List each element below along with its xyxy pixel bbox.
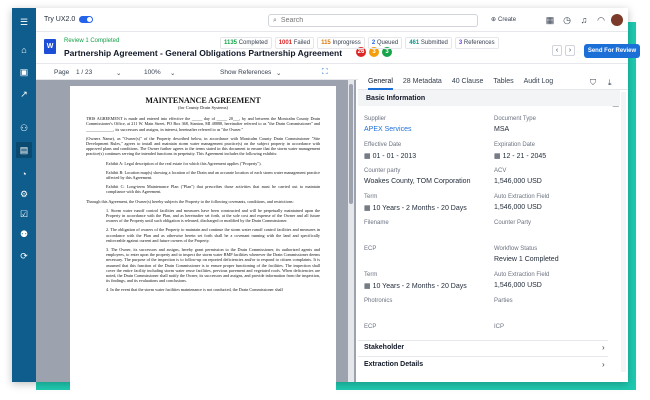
prev-document-button[interactable] (552, 45, 562, 56)
notification-bell-icon[interactable]: ♫ (580, 15, 588, 25)
dashboard-icon[interactable]: ◔ (21, 169, 27, 179)
document-exhibit: Exhibit B: Location map(s) showing a location of the Drain and an accurate location of each storm water management practice affected by this Agreement. (106, 169, 320, 181)
field-label-icp: ICP (494, 324, 505, 330)
field-label-workflow-status: Workflow Status (494, 246, 538, 252)
page-down-icon[interactable]: ⌄ (116, 70, 122, 77)
divider (358, 356, 608, 357)
zoom-select[interactable]: 100% (144, 69, 161, 76)
history-icon[interactable]: ◷ (563, 14, 571, 25)
document-clause: 3. The Owner, its successors and assigns, hereby grant permission to the Drain Commissioner, its authorized agents and employees, to enter upon the property and to inspect the storm water BMP facilities whenever the Drain Commissioner deems necessary. The purpose of the inspection is to follow-up on reported deficiencies and/or to respond to citizen complaints. It is assumed that this function of the Drain Commissioner is to ensure proper functioning of the facilities. The inspection shall cover the entire facility including storm water reuse facilities, pervious pavement and vegetated roofs. When deficiencies are noted, the Drain Commissioner shall notify the Owner, its successors and assigns, and provide information from the inspection, its findings, and its evaluations and conclusions. (106, 247, 320, 284)
avatar[interactable] (611, 14, 623, 26)
field-label-counter-party: Counter party (364, 168, 401, 174)
field-label-acv: ACV (494, 168, 507, 174)
show-references-select[interactable]: Show References (220, 69, 272, 76)
review-status: Review 1 Completed (64, 38, 120, 44)
document-clause: 2. The obligation of owners of the Property to maintain and continue the storm water runoff control facilities and measures in accordance with the Plan and as otherwise herein set forth shall be a covenant running with the land and specifically enforceable against current and future owners of the Property. (106, 227, 320, 243)
status-stats (220, 37, 499, 49)
field-label-expiration-date: Expiration Date (494, 142, 536, 148)
field-label-filename: Filename (364, 220, 389, 226)
field-label-parties: Parties (494, 298, 513, 304)
references-dropdown-icon[interactable]: ⌄ (276, 70, 282, 77)
stat-completed[interactable]: 1135 Completed (220, 37, 272, 49)
calendar-icon: ▦ (364, 153, 371, 160)
document-subtitle: (for County Drain Systems) (177, 105, 229, 110)
search-icon: ⌕ (273, 16, 277, 24)
field-label-effective-date: Effective Date (364, 142, 402, 148)
try-ux-label: Try UX2.0 (44, 16, 76, 23)
document-page (70, 86, 336, 396)
page-label: Page (54, 69, 70, 76)
panel-scrollbar[interactable] (621, 92, 626, 372)
document-exhibit: Exhibit A: Legal description of the real estate for which this Agreement applies ("Property"). (106, 160, 262, 166)
document-icon[interactable]: ▤ (16, 142, 32, 158)
calendar-icon: ▦ (364, 205, 371, 212)
integration-icon[interactable]: ⟳ (20, 250, 28, 261)
document-exhibit: Exhibit C: Long-term Maintenance Plan ("Plan") that prescribes those activities that must be carried out to maintain compliance with this Agreement. (106, 184, 320, 195)
field-label-document-type: Document Type (494, 116, 536, 122)
field-value-document-type: MSA (494, 126, 510, 133)
field-label-supplier: Supplier (364, 116, 387, 122)
field-label-auto-extraction: Auto Extraction Field (494, 194, 550, 200)
tab-audit-log[interactable]: Audit Log (523, 78, 554, 85)
divider (358, 340, 608, 341)
plus-circle-icon: ⊕ (491, 17, 497, 23)
page-title: Partnership Agreement - General Obligations Partnership Agreement (64, 48, 343, 58)
tab-clause[interactable]: 40 Clause (451, 78, 484, 85)
top-bar (36, 8, 628, 32)
search-box[interactable] (268, 14, 478, 27)
page-number-input[interactable]: 1 / 23 (76, 69, 93, 76)
tab-general[interactable]: General (368, 76, 393, 90)
document-header (36, 32, 637, 64)
fit-screen-icon[interactable]: ⛶ (322, 67, 328, 76)
error-count-badge[interactable]: 26 (357, 49, 365, 55)
document-paragraph: (Owners Name), as "Owner(s)" of the Property described below, in accordance with Montcalm County Drain Commissioner "Site Development Rules," agrees to install and maintain storm water management practice(s) on the subject property in accordance with approved plans and conditions. The Owner further agrees to the terms stated in this document to ensure that the storm water management practice(s) continues serving the intended functions in perpetuity. This Agreement includes the following exhibits: (86, 135, 320, 157)
document-paragraph: Through this Agreement, the Owner(s) hereby subjects the Property to the following covenants, conditions, and restrictions: (86, 198, 294, 204)
document-paragraph: THIS AGREEMENT is made and entered into effective the _____ day of _____ 20___, by and between the Montcalm County Drain Commissioner's Office, at 211 W. Main Street, PO Box 368, Stanton, MI 48888, hereinafter referred to as "the Drain Commissioner" and _____________, its successors and assigns, in interest, hereinafter referred to as "the Owner." (86, 116, 320, 132)
field-value-workflow-status: Review 1 Completed (494, 256, 559, 263)
stat-submitted[interactable]: 461 Submitted (405, 37, 452, 49)
home-icon[interactable]: ⌂ (21, 45, 27, 55)
field-label-term-2: Term (364, 272, 378, 278)
field-value-term-2[interactable]: ▦ 10 Years - 2 Months - 20 Days (364, 283, 467, 290)
settings-icon[interactable]: ⚙ (19, 188, 29, 199)
filter-icon[interactable]: ⛉ (590, 78, 596, 87)
viewer-scrollbar[interactable] (348, 80, 354, 382)
field-value-expiration-date[interactable]: ▦ 12 - 21 - 2045 (494, 153, 547, 160)
word-doc-icon: W (44, 39, 56, 54)
next-document-button[interactable] (565, 45, 575, 56)
chevron-left-icon: ‹ (555, 47, 559, 54)
field-value-counter-party: Woakes County, TOM Corporation (364, 178, 471, 185)
tab-metadata[interactable]: 28 Metadata (402, 78, 442, 85)
image-icon[interactable]: ▣ (19, 66, 29, 77)
document-clause: 1. Storm water runoff control facilities and measures have been constructed and will be perpetually maintained upon the Property in accordance with the Plan, and as hereinafter set forth, at the sole cost and expense of the Owner and all future owners of the Property until such obligation is released, discharged or modified by the Drain Commissioner. (106, 207, 320, 224)
extraction-details-accordion[interactable]: Extraction Details (364, 361, 424, 368)
field-value-acv: 1,546,000 USD (494, 178, 542, 185)
sidebar (12, 8, 36, 382)
chevron-right-icon[interactable]: › (602, 360, 605, 369)
field-label-ecp: ECP (364, 246, 377, 252)
search-input[interactable] (281, 17, 461, 24)
field-label-photronics: Photronics (364, 298, 393, 304)
calendar-icon: ▦ (494, 153, 501, 160)
stat-failed[interactable]: 1001 Failed (275, 37, 314, 49)
field-value-auto-extraction: 1,546,000 USD (494, 204, 542, 211)
field-label-counter-party-2: Counter Party (494, 220, 532, 226)
stat-inprogress[interactable]: 115 Inprogress (317, 37, 365, 49)
stat-references[interactable]: 3 References (455, 37, 499, 49)
field-label-term: Term (364, 194, 378, 200)
users-icon[interactable]: ⚇ (19, 122, 29, 133)
create-label: Create (498, 16, 517, 23)
field-label-ecp-2: ECP (364, 324, 377, 330)
try-ux-toggle-group (44, 16, 93, 23)
basic-information-header[interactable]: Basic Information (358, 90, 620, 106)
field-value-term[interactable]: ▦ 10 Years - 2 Months - 20 Days (364, 205, 467, 212)
download-icon[interactable]: ⤓ (608, 78, 612, 87)
chevron-right-icon[interactable]: › (602, 343, 605, 352)
field-value-effective-date[interactable]: ▦ 01 - 01 - 2013 (364, 153, 417, 160)
document-title: MAINTENANCE AGREEMENT (145, 96, 261, 105)
document-viewer[interactable] (36, 80, 356, 382)
success-count-badge[interactable]: 3 (382, 47, 392, 57)
people-icon[interactable]: ⚉ (19, 228, 29, 239)
field-value-auto-extraction-2: 1,546,000 USD (494, 282, 542, 289)
speed-icon[interactable]: ◠ (597, 14, 605, 25)
chevron-right-icon: › (568, 47, 572, 54)
chart-icon[interactable]: ↗ (20, 88, 28, 99)
field-value-supplier[interactable]: APEX Services (364, 126, 412, 133)
tasks-icon[interactable]: ☑ (19, 208, 29, 219)
panel-tabs (358, 76, 628, 90)
calendar-icon[interactable]: ▦ (545, 14, 555, 25)
app-window (12, 8, 637, 382)
menu-icon[interactable]: ☰ (19, 16, 29, 27)
calendar-icon: ▦ (364, 283, 371, 290)
stat-queued[interactable]: 2 Queued (368, 37, 402, 49)
stakeholder-accordion[interactable]: Stakeholder (364, 344, 405, 351)
field-label-auto-extraction-2: Auto Extraction Field (494, 272, 550, 278)
tab-tables[interactable]: Tables (493, 78, 514, 85)
zoom-dropdown-icon[interactable]: ⌄ (170, 70, 176, 77)
viewer-scrollbar-thumb[interactable] (349, 84, 353, 204)
document-toolbar (36, 64, 358, 80)
document-clause: 4. In the event that the storm water facilities maintenance is not conducted, the Drain Commissioner shall (106, 287, 283, 293)
warning-count-badge[interactable]: 3 (369, 47, 379, 57)
send-for-review-button[interactable]: Send For Review (584, 44, 640, 58)
ux-toggle[interactable] (79, 16, 93, 23)
create-button[interactable] (491, 16, 516, 23)
